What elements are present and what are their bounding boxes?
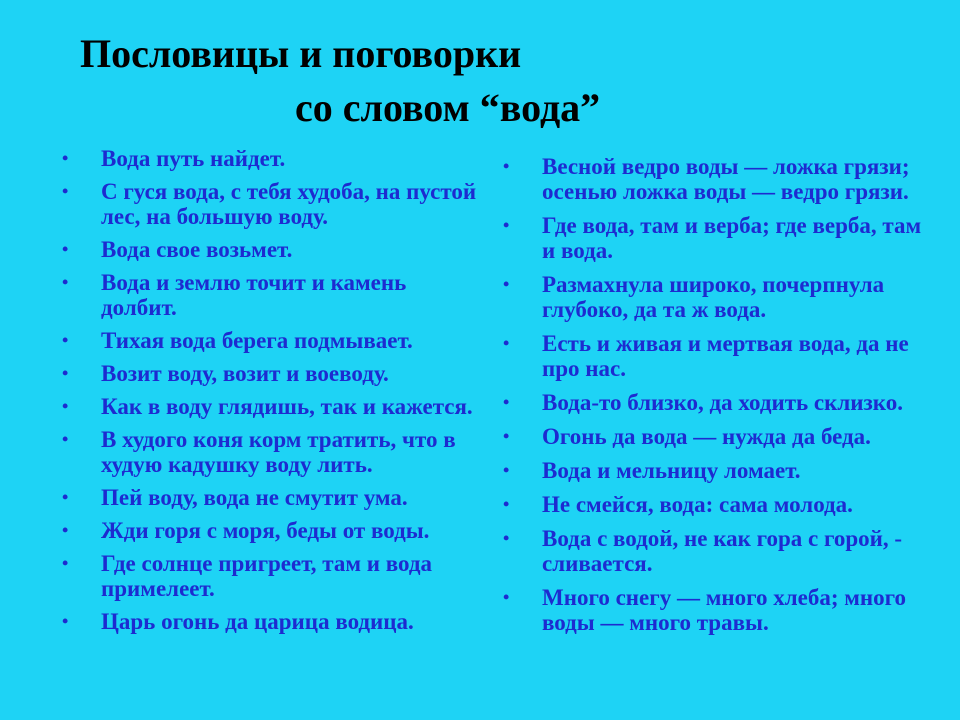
list-item (62, 485, 482, 510)
list-item (62, 609, 482, 634)
proverb-text: В худого коня корм тратить, что в худую кадушку воду лить. (101, 427, 456, 477)
proverb-text: Вода свое возьмет. (101, 237, 293, 262)
bullet-icon: • (62, 363, 69, 383)
bullet-icon: • (62, 487, 69, 507)
bullet-icon: • (503, 528, 510, 548)
bullet-icon: • (62, 148, 69, 168)
proverb-text: С гуся вода, с тебя худоба, на пустой лес, на большую воду. (101, 179, 477, 229)
proverb-text: Где вода, там и верба; где верба, там и вода. (542, 213, 922, 263)
list-item (503, 492, 923, 517)
list-item (62, 394, 482, 419)
bullet-icon: • (62, 611, 69, 631)
list-item (503, 213, 923, 263)
list-item (503, 458, 923, 483)
bullet-icon: • (503, 587, 510, 607)
proverb-text: Не смейся, вода: сама молода. (542, 492, 853, 517)
proverbs-list-left (62, 146, 482, 642)
proverb-text: Как в воду глядишь, так и кажется. (101, 394, 473, 419)
list-item (62, 179, 482, 229)
proverb-text: Царь огонь да царица водица. (101, 609, 414, 634)
slide-title: Пословицы и поговорки (80, 31, 522, 76)
list-item (503, 154, 923, 204)
bullet-icon: • (62, 553, 69, 573)
proverb-text: Вода-то близко, да ходить склизко. (542, 390, 903, 415)
proverb-text: Вода с водой, не как гора с горой, - сливается. (542, 526, 903, 576)
bullet-icon: • (503, 392, 510, 412)
bullet-icon: • (503, 274, 510, 294)
bullet-icon: • (62, 330, 69, 350)
proverb-text: Жди горя с моря, беды от воды. (101, 518, 430, 543)
list-item (503, 585, 923, 635)
proverb-text: Огонь да вода — нужда да беда. (542, 424, 871, 449)
proverb-text: Есть и живая и мертвая вода, да не про нас. (542, 331, 909, 381)
slide-subtitle: со словом “вода” (295, 85, 601, 130)
bullet-icon: • (503, 426, 510, 446)
proverb-text: Размахнула широко, почерпнула глубоко, да та ж вода. (542, 272, 885, 322)
proverb-text: Вода и землю точит и камень долбит. (101, 270, 407, 320)
proverb-text: Весной ведро воды — ложка грязи; осенью ложка воды — ведро грязи. (542, 154, 910, 204)
list-item (62, 328, 482, 353)
bullet-icon: • (503, 460, 510, 480)
bullet-icon: • (62, 272, 69, 292)
proverb-text: Возит воду, возит и воеводу. (101, 361, 389, 386)
list-item (503, 272, 923, 322)
proverb-text: Вода и мельницу ломает. (542, 458, 801, 483)
bullet-icon: • (62, 429, 69, 449)
proverb-text: Пей воду, вода не смутит ума. (101, 485, 408, 510)
list-item (62, 551, 482, 601)
list-item (62, 270, 482, 320)
list-item (503, 331, 923, 381)
bullet-icon: • (62, 239, 69, 259)
bullet-icon: • (503, 333, 510, 353)
list-item (62, 427, 482, 477)
list-item (62, 146, 482, 171)
list-item (503, 424, 923, 449)
list-item (62, 518, 482, 543)
bullet-icon: • (62, 396, 69, 416)
bullet-icon: • (503, 215, 510, 235)
proverb-text: Много снегу — много хлеба; много воды — много травы. (542, 585, 907, 635)
list-item (503, 390, 923, 415)
bullet-icon: • (503, 156, 510, 176)
bullet-icon: • (62, 181, 69, 201)
proverb-text: Тихая вода берега подмывает. (101, 328, 413, 353)
bullet-icon: • (62, 520, 69, 540)
bullet-icon: • (503, 494, 510, 514)
list-item (62, 237, 482, 262)
list-item (62, 361, 482, 386)
proverbs-list-right (503, 154, 923, 644)
list-item (503, 526, 923, 576)
proverb-text: Где солнце пригреет, там и вода примелеет. (101, 551, 433, 601)
proverb-text: Вода путь найдет. (101, 146, 286, 171)
